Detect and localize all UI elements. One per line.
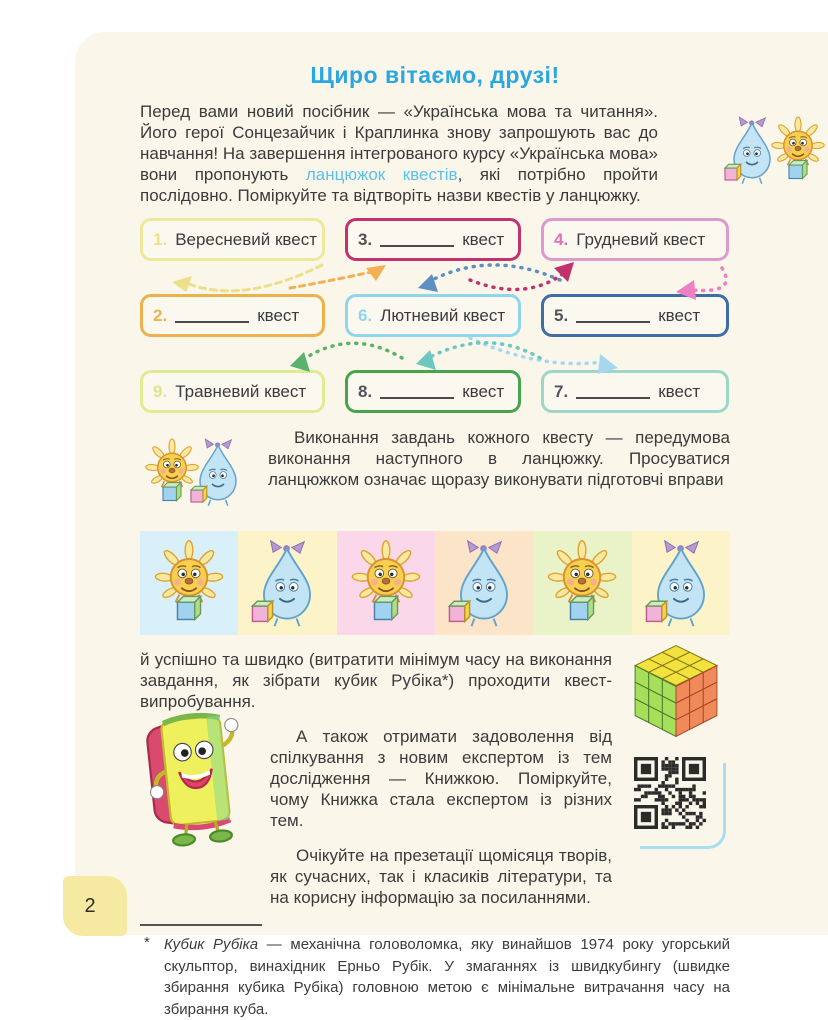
sun-character-icon: [150, 535, 228, 631]
quest-label: Травневий квест: [175, 381, 307, 401]
quest-blank-line: [175, 308, 249, 323]
quest-label: Лютневий квест: [380, 305, 506, 325]
strip-panel-sun: [140, 531, 238, 635]
quest-label: квест: [462, 229, 505, 249]
intro-paragraph: [140, 101, 658, 206]
quest-label: квест: [257, 305, 300, 325]
arrow-8-to-9: [290, 343, 402, 372]
quest-blank-line: [576, 384, 650, 399]
strip-panel-drop: [435, 531, 533, 635]
rubik-paragraph: й успішно та швидко (витратити мінімум часу на виконання завдання, як зібрати кубик Рубіка*) проходити квест-випробування.: [140, 650, 612, 711]
quest-label: Вересневий квест: [175, 229, 317, 249]
quest-blank-line: [380, 232, 454, 247]
quest-label: квест: [462, 381, 505, 401]
middle-section: [140, 427, 730, 519]
quest-number: 1.: [153, 229, 168, 249]
quest-box-3: [345, 218, 521, 261]
quest-box-9: [140, 370, 325, 413]
strip-panel-sun: [337, 531, 435, 635]
qr-code-block: [634, 757, 720, 841]
sun-and-droplet-characters-illustration: [142, 423, 248, 521]
arrow-7-to-8: [416, 343, 540, 370]
footnote-term: Кубик Рубіка: [164, 936, 259, 953]
quest-label: квест: [658, 381, 701, 401]
footnote-text: — механічна головоломка, яку винайшов 1974 року угорський скульптор, винахідник Ерньо Рубік. У змаганнях із швидкубингу (швидке збирання кубика Рубіка) головною метою є мінімальне витрачання часу на збирання куба.: [164, 936, 731, 1018]
intro-section: [140, 101, 730, 206]
quest-number: 8.: [358, 381, 373, 401]
quest-chain-diagram: [140, 218, 730, 413]
arrow-5-to-6: [418, 265, 560, 292]
rubiks-cube-illustration: [628, 641, 724, 741]
intro-text-before: Перед вами новий посібник — «Українська мова та читання». Його герої Сонцезайчик і Краплинка знову запрошують вас до навчання! На завершення інтегрованого курсу «Українська мова» вони пропонують: [140, 102, 658, 184]
qr-code: [634, 757, 706, 829]
footnote-asterisk: *: [144, 934, 150, 951]
strip-panel-drop: [238, 531, 336, 635]
quest-number: 7.: [554, 381, 569, 401]
quest-number: 6.: [358, 305, 373, 325]
book-character-illustration: [134, 705, 258, 847]
arrow-6-to-7: [470, 338, 618, 374]
drop-character-icon: [248, 535, 326, 631]
drop-character-icon: [445, 535, 523, 631]
quest-box-7: [541, 370, 729, 413]
quest-label: Грудневий квест: [576, 229, 706, 249]
strip-panel-sun: [533, 531, 631, 635]
quest-number: 2.: [153, 305, 168, 325]
quest-number: 9.: [153, 381, 168, 401]
quest-box-5: [541, 294, 729, 337]
intro-text-after: , які потрібно пройти послідовно. Поміркуйте та відтворіть назви квестів у ланцюжку.: [140, 165, 659, 205]
droplet-character-icon: [188, 423, 248, 521]
quest-box-6: [345, 294, 521, 337]
page-number: 2: [84, 894, 96, 917]
strip-panel-drop: [632, 531, 730, 635]
drop-character-icon: [642, 535, 720, 631]
quest-box-4: [541, 218, 729, 261]
characters-strip-illustration: [140, 531, 730, 635]
arrow-3-to-4: [470, 262, 574, 289]
presentation-paragraph: Очікуйте на презетації щомісяця творів, як сучасних, так і класиків літератури, та на корисну інформацію за посиланнями.: [270, 846, 612, 907]
droplet-and-sun-characters-illustration: [722, 101, 828, 199]
intro-highlight-text: ланцюжок квестів: [305, 165, 458, 184]
page-title: Щиро вітаємо, друзі!: [310, 62, 560, 88]
quest-number: 4.: [554, 229, 569, 249]
sun-character-icon: [347, 535, 425, 631]
arrow-2-to-3: [290, 265, 386, 288]
middle-paragraph: Виконання завдань кожного квесту — передумова виконання наступного в ланцюжку. Просуватися ланцюжком означає щоразу виконувати підготовчі вправи: [268, 428, 730, 489]
sun-character-icon: [768, 101, 828, 199]
book-paragraph: А також отримати задоволення від спілкування з новим експертом із тем дослідження — Книжкою. Поміркуйте, чому Книжка стала експертом із різних тем.: [270, 727, 612, 830]
sun-character-icon: [543, 535, 621, 631]
quest-blank-line: [380, 384, 454, 399]
footnote-divider: [140, 924, 262, 926]
quest-box-2: [140, 294, 325, 337]
quest-box-8: [345, 370, 521, 413]
quest-number: 3.: [358, 229, 373, 249]
quest-number: 5.: [554, 305, 569, 325]
page-number-tab: [63, 876, 127, 936]
quest-row-1: [140, 218, 730, 261]
lower-section: [140, 649, 730, 1020]
arrow-1-to-2: [172, 265, 322, 292]
quest-label: квест: [658, 305, 701, 325]
book-page: [75, 32, 828, 1018]
footnote: [140, 934, 730, 1020]
quest-row-3: [140, 370, 730, 413]
quest-box-1: [140, 218, 325, 261]
quest-row-2: [140, 294, 730, 337]
page-content: [140, 32, 730, 1020]
quest-blank-line: [576, 308, 650, 323]
